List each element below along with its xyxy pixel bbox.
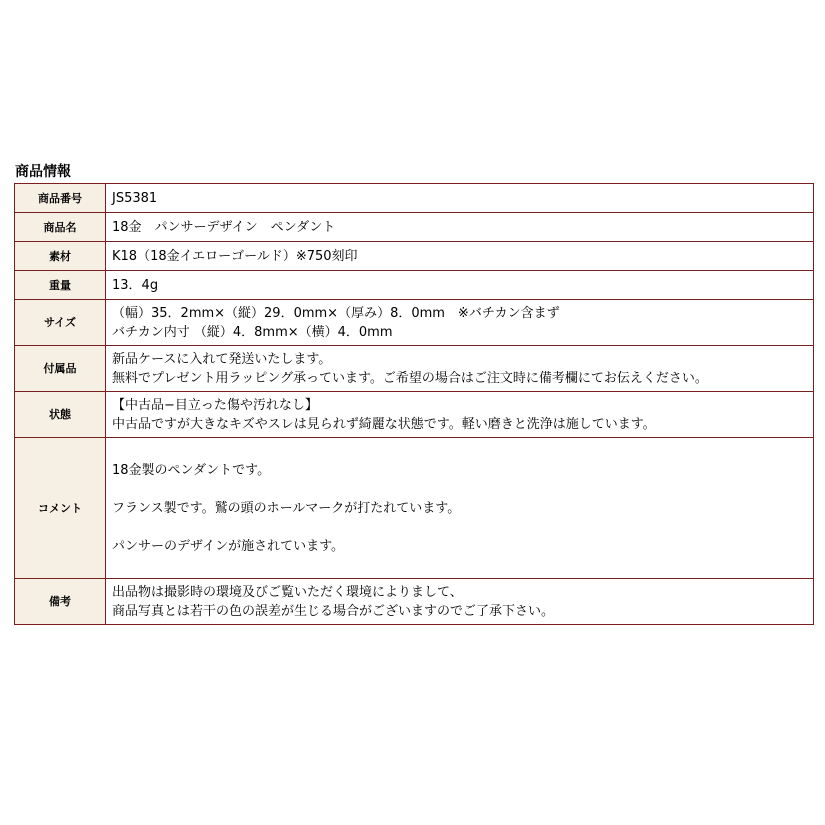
row-item-number	[15, 184, 814, 213]
label-remarks: 備考	[15, 579, 106, 625]
label-size: サイズ	[15, 300, 106, 346]
label-weight: 重量	[15, 271, 106, 300]
row-material	[15, 242, 814, 271]
row-size	[15, 300, 814, 346]
accessories-line: 無料でプレゼント用ラッピング承っています。ご希望の場合はご注文時に備考欄にてお伝えください。	[112, 370, 708, 386]
condition-line: 【中古品−目立った傷や汚れなし】	[112, 397, 318, 413]
remarks-line: 出品物は撮影時の環境及びご覧いただく環境によりまして、	[112, 584, 463, 600]
comment-line: パンサーのデザインが施されています。	[112, 538, 345, 554]
label-condition: 状態	[15, 392, 106, 438]
accessories-line: 新品ケースに入れて発送いたします。	[112, 351, 332, 367]
value-accessories	[106, 346, 814, 392]
row-remarks	[15, 579, 814, 625]
size-line: バチカン内寸 （縦）4．8mm×（横）4．0mm	[112, 324, 393, 340]
value-condition	[106, 392, 814, 438]
condition-line: 中古品ですが大きなキズやスレは見られず綺麗な状態です。軽い磨きと洗浄は施しています。	[112, 416, 656, 432]
comment-line: フランス製です。鷲の頭のホールマークが打たれています。	[112, 500, 461, 516]
value-weight: 13．4g	[106, 271, 814, 300]
value-product-name: 18金 パンサーデザイン ペンダント	[106, 213, 814, 242]
label-material: 素材	[15, 242, 106, 271]
section-title: 商品情報	[15, 164, 71, 180]
product-info-table	[14, 183, 814, 625]
remarks-line: 商品写真とは若干の色の誤差が生じる場合がございますのでご了承下さい。	[112, 603, 555, 619]
label-accessories: 付属品	[15, 346, 106, 392]
label-product-name: 商品名	[15, 213, 106, 242]
value-item-number: JS5381	[106, 184, 814, 213]
value-material: K18（18金イエローゴールド）※750刻印	[106, 242, 814, 271]
label-comment: コメント	[15, 438, 106, 579]
label-item-number: 商品番号	[15, 184, 106, 213]
row-weight	[15, 271, 814, 300]
comment-line: 18金製のペンダントです。	[112, 462, 271, 478]
row-comment	[15, 438, 814, 579]
value-remarks	[106, 579, 814, 625]
row-condition	[15, 392, 814, 438]
size-line: （幅）35．2mm×（縦）29．0mm×（厚み）8．0mm ※バチカン含まず	[112, 305, 560, 321]
value-comment	[106, 438, 814, 579]
row-product-name	[15, 213, 814, 242]
value-size	[106, 300, 814, 346]
row-accessories	[15, 346, 814, 392]
